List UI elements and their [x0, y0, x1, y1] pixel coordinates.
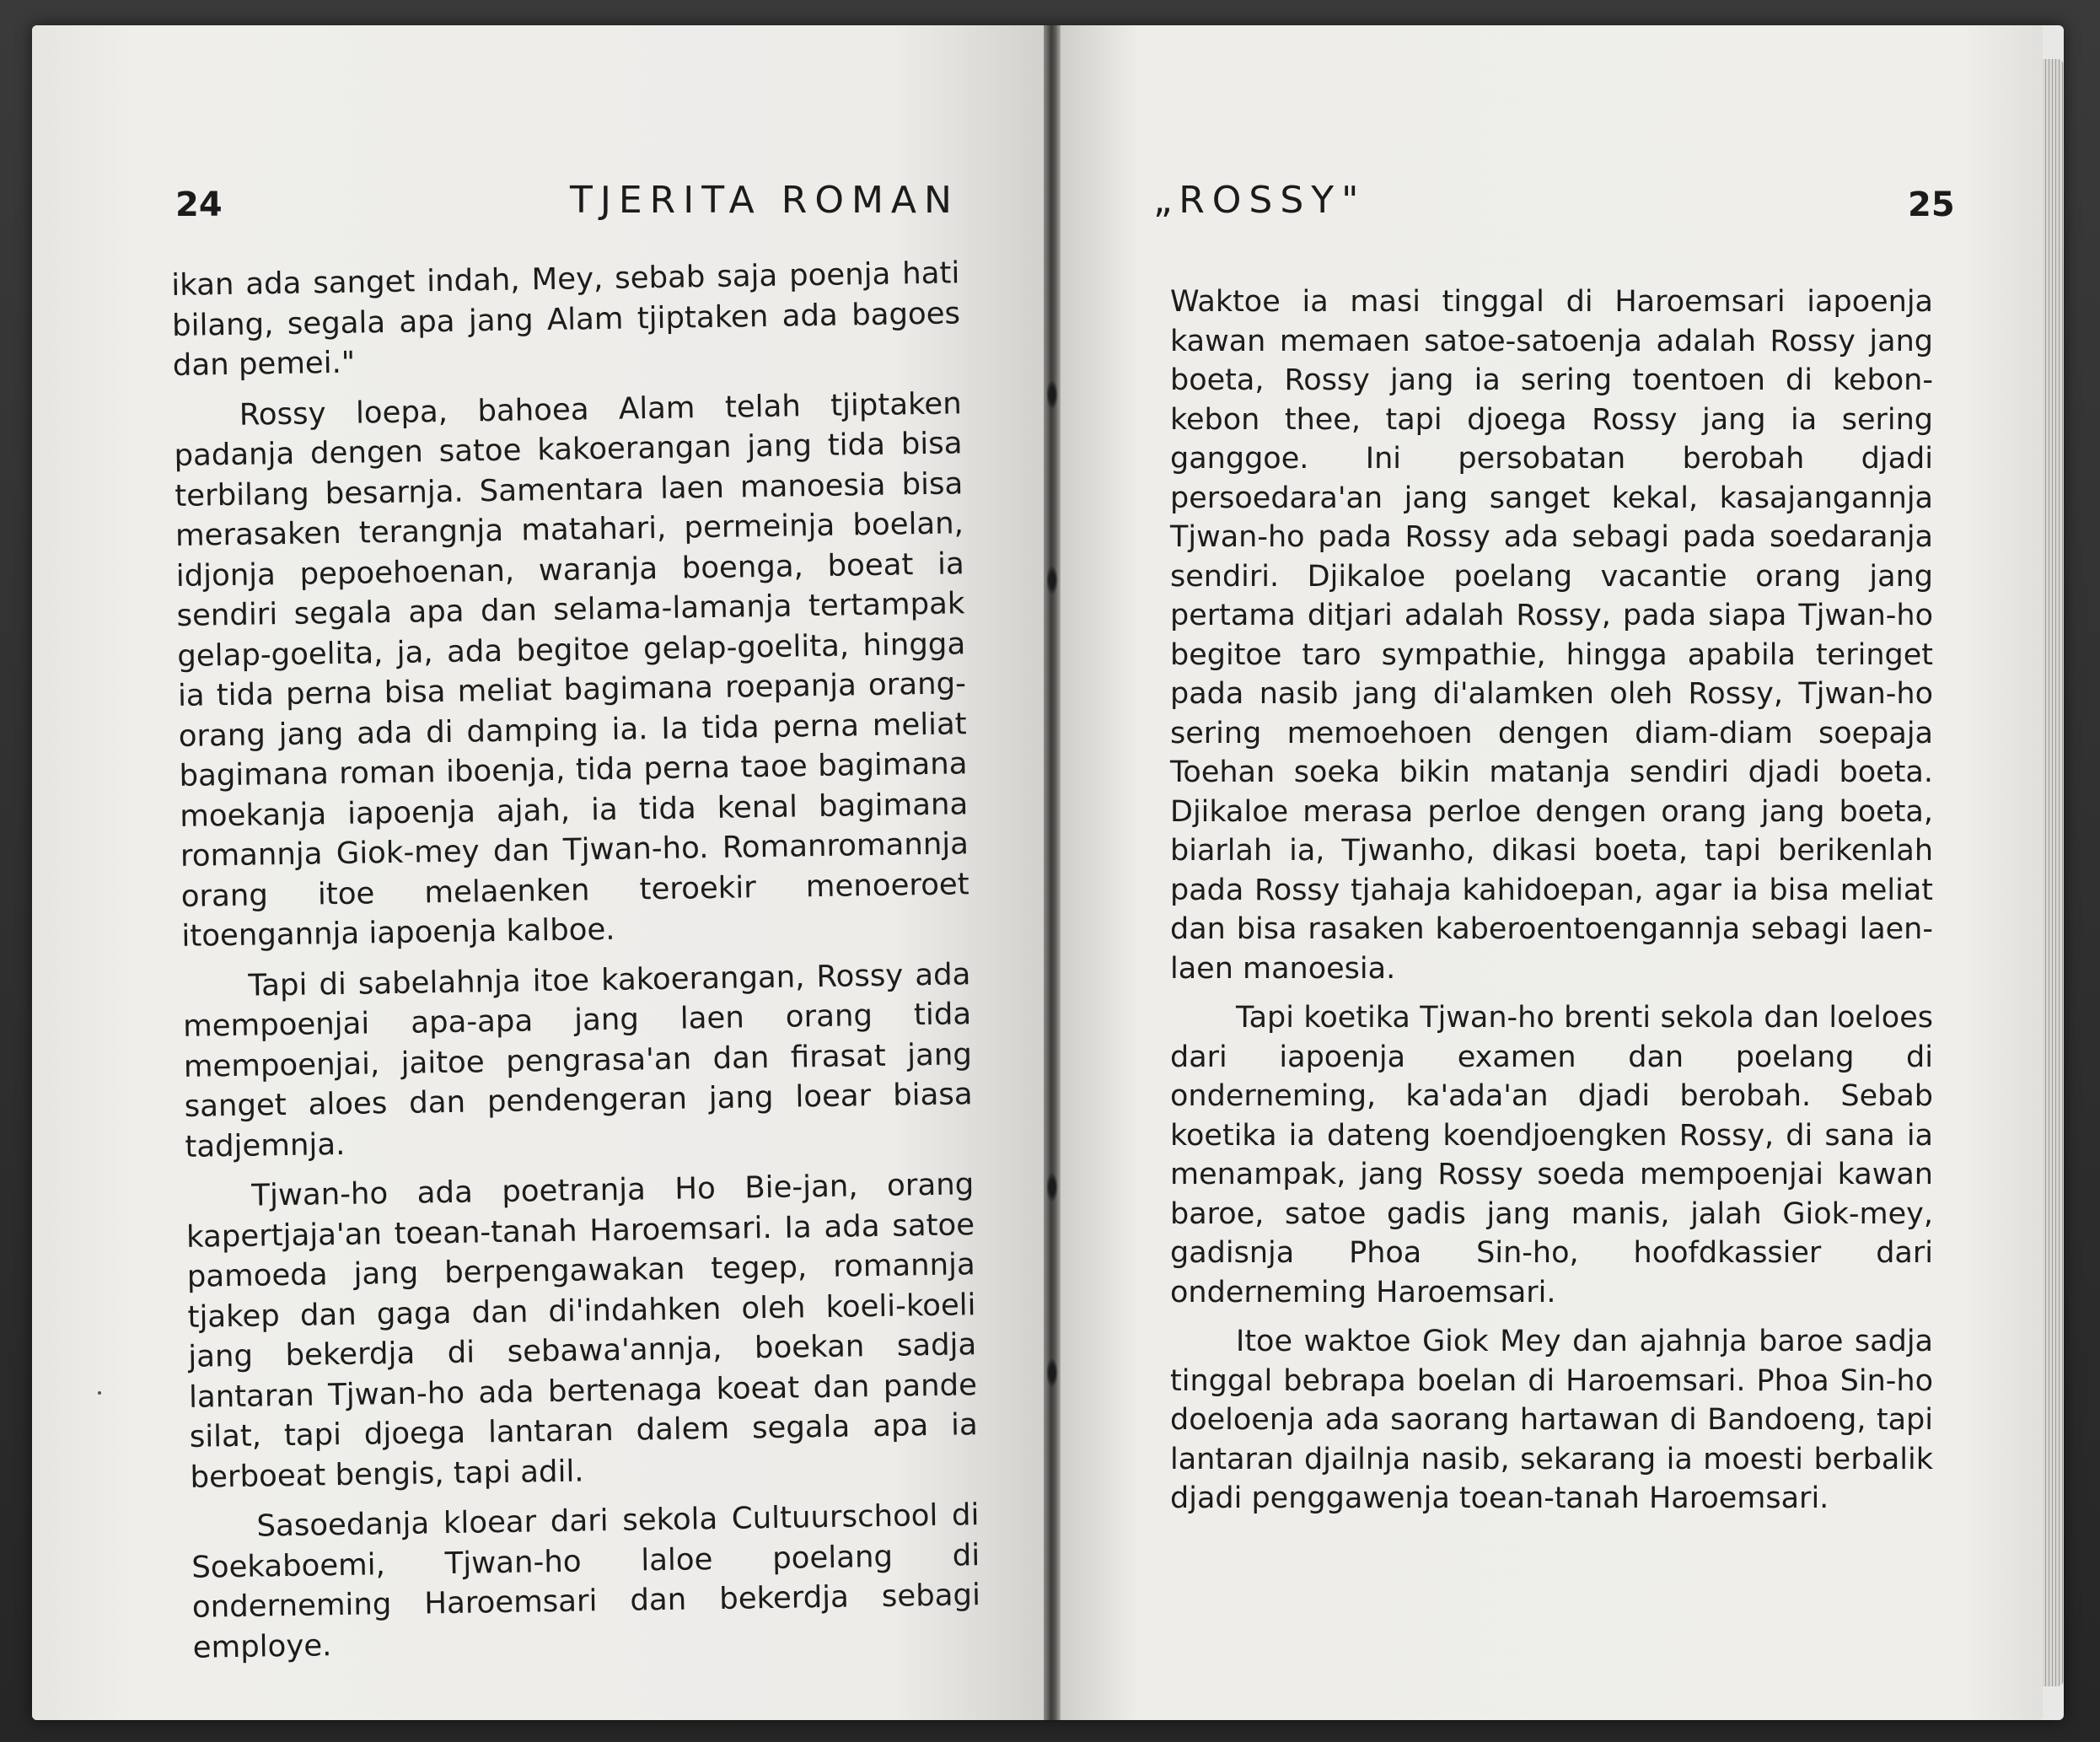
page-number-right: 25	[1908, 185, 1955, 224]
paragraph: Sasoedanja kloear dari sekola Cultuurschool di Soekaboemi, Tjwan-ho laloe poelang di onderneming Haroemsari dan bekerdja sebagi employe.	[191, 1497, 981, 1665]
paragraph: Itoe waktoe Giok Mey dan ajahnja baroe sadja tinggal bebrapa boelan di Haroemsari. Phoa Sin-ho doeloenja ada saorang hartawan di Bandoeng, tapi lantaran djailnja nasib, sekarang ia moesti berbalik djadi penggawenja toean-tanah Haroemsari.	[1170, 1325, 1933, 1515]
running-head-right: „ROSSY"	[1153, 179, 1367, 222]
paragraph: Waktoe ia masi tinggal di Haroemsari iapoenja kawan memaen satoe-satoenja adalah Rossy jang boeta, Rossy jang ia sering toentoen di kebon-kebon thee, tapi djoega Rossy jang ia sering ganggoe. Ini persobatan berobah djadi persoedara'an jang sanget kekal, kasajangannja Tjwan-ho pada Rossy ada sebagi pada soedaranja sendiri. Djikaloe poelang vacantie orang jang pertama ditjari adalah Rossy, pada siapa Tjwan-ho begitoe taro sympathie, hingga apabila teringet pada nasib jang di'alamken oleh Rossy, Tjwan-ho sering memoehoen dengen diam-diam soepaja Toehan soeka bikin matanja sendiri djadi boeta. Djikaloe merasa perloe dengen orang jang boeta, biarlah ia, Tjwanho, dikasi boeta, tapi berikenlah pada Rossy tjahaja kahidoepan, agar ia bisa meliat dan bisa rasaken kaberoentoengannja sebagi laen-laen manoesia.	[1170, 285, 1933, 986]
open-book	[32, 25, 2064, 1720]
left-page-text	[171, 253, 981, 1667]
left-page	[32, 25, 1044, 1720]
binding-stitch	[1046, 1358, 1058, 1388]
page-number-left: 24	[175, 185, 223, 224]
paragraph: Tapi di sabelahnja itoe kakoerangan, Rossy ada mempoenjai apa-apa jang laen orang tida mempoenjai, jaitoe pengrasa'an dan firasat jang sanget aloes dan pendengeran jang loear biasa tadjemnja.	[182, 956, 973, 1164]
dust-speck	[98, 1391, 101, 1395]
paragraph: Rossy loepa, bahoea Alam telah tjiptaken padanja dengen satoe kakoerangan jang tida bisa terbilang besarnja. Samentara laen manoesia bisa merasaken terangnja matahari, permeinja boelan, idjonja pepoehoenan, waranja boenga, boeat ia sendiri segala apa dan selama-lamanja tertampak gelap-goelita, ja, ada begitoe gelap-goelita, hingga ia tida perna bisa meliat bagimana roepanja orang-orang jang ada di damping ia. Ia tida perna meliat bagimana roman iboenja, tida perna taoe bagimana moekanja iapoenja ajah, ia tida kenal bagimana romannja Giok-mey dan Tjwan-ho. Romanromannja orang itoe melaenken teroekir menoeroet itoengannja iapoenja kalboe.	[174, 385, 969, 954]
running-head-left: TJERITA ROMAN	[570, 179, 959, 222]
right-page-text	[1170, 282, 1933, 1519]
binding-stitch	[1046, 379, 1058, 410]
page-edges	[2043, 59, 2064, 1686]
paragraph: ikan ada sanget indah, Mey, sebab saja poenja hati bilang, segala apa jang Alam tjiptaken ada bagoes dan pemei."	[171, 255, 961, 383]
book-gutter	[1044, 25, 1061, 1720]
paragraph: Tapi koetika Tjwan-ho brenti sekola dan loeloes dari iapoenja examen dan poelang di onderneming, ka'ada'an djadi berobah. Sebab koetika ia dateng koendjoengken Rossy, di sana ia menampak, jang Rossy soeda mempoenjai kawan baroe, satoe gadis jang manis, jalah Giok-mey, gadisnja Phoa Sin-ho, hoofdkassier dari onderneming Haroemsari.	[1170, 1001, 1933, 1309]
paragraph: Tjwan-ho ada poetranja Ho Bie-jan, orang kapertjaja'an toean-tanah Haroemsari. Ia ada satoe pamoeda jang berpengawakan tegep, romannja tjakep dan gaga dan di'indahken oleh koeli-koeli jang bekerdja di sebawa'annja, boekan sadja lantaran Tjwan-ho ada bertenaga koeat dan pande silat, tapi djoega lantaran dalem segala apa ia berboeat bengis, tapi adil.	[185, 1167, 979, 1495]
right-page	[1061, 25, 2043, 1720]
binding-stitch	[1046, 565, 1058, 595]
binding-stitch	[1046, 1172, 1058, 1202]
